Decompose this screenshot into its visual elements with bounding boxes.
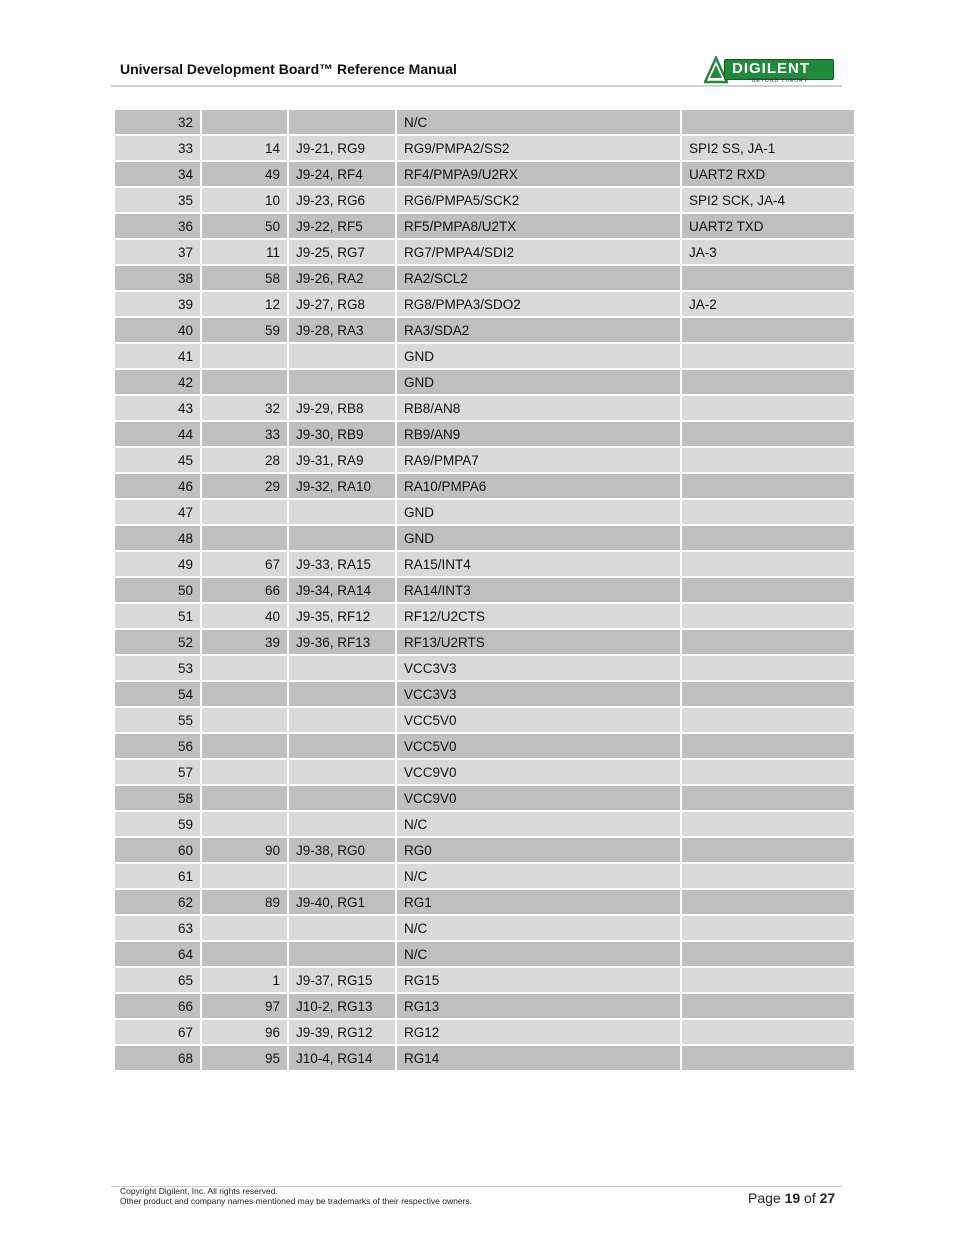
- function-cell: [682, 266, 854, 290]
- header-pin-cell: J9-25, RG7: [289, 240, 395, 264]
- cpu-pin-cell: 40: [202, 604, 287, 628]
- function-cell: [682, 916, 854, 940]
- connector-pin-cell: 50: [115, 578, 200, 602]
- cpu-pin-cell: [202, 344, 287, 368]
- table-row: [115, 370, 854, 394]
- function-cell: [682, 604, 854, 628]
- page-current: 19: [784, 1190, 801, 1206]
- function-cell: [682, 578, 854, 602]
- header-pin-cell: [289, 500, 395, 524]
- cpu-pin-cell: 66: [202, 578, 287, 602]
- connector-pin-cell: 52: [115, 630, 200, 654]
- function-cell: [682, 942, 854, 966]
- function-cell: [682, 682, 854, 706]
- logo-wordmark: DIGILENT: [732, 60, 810, 77]
- function-cell: [682, 1020, 854, 1044]
- header-pin-cell: J9-23, RG6: [289, 188, 395, 212]
- page-number: [748, 1190, 835, 1206]
- header-pin-cell: J9-34, RA14: [289, 578, 395, 602]
- signal-name-cell: RG8/PMPA3/SDO2: [397, 292, 680, 316]
- connector-pin-cell: 57: [115, 760, 200, 784]
- signal-name-cell: RG15: [397, 968, 680, 992]
- connector-pin-cell: 37: [115, 240, 200, 264]
- function-cell: [682, 318, 854, 342]
- header-pin-cell: J9-33, RA15: [289, 552, 395, 576]
- signal-name-cell: RG1: [397, 890, 680, 914]
- signal-name-cell: RF4/PMPA9/U2RX: [397, 162, 680, 186]
- table-row: [115, 188, 854, 212]
- header-pin-cell: J9-21, RG9: [289, 136, 395, 160]
- connector-pin-cell: 35: [115, 188, 200, 212]
- table-row: [115, 968, 854, 992]
- table-row: [115, 864, 854, 888]
- function-cell: [682, 344, 854, 368]
- signal-name-cell: VCC9V0: [397, 786, 680, 810]
- signal-name-cell: RA14/INT3: [397, 578, 680, 602]
- signal-name-cell: RG0: [397, 838, 680, 862]
- table-row: [115, 474, 854, 498]
- signal-name-cell: RF13/U2RTS: [397, 630, 680, 654]
- signal-name-cell: N/C: [397, 110, 680, 134]
- page-total: 27: [819, 1190, 836, 1206]
- cpu-pin-cell: 39: [202, 630, 287, 654]
- signal-name-cell: N/C: [397, 942, 680, 966]
- header-pin-cell: [289, 734, 395, 758]
- signal-name-cell: N/C: [397, 864, 680, 888]
- connector-pin-cell: 66: [115, 994, 200, 1018]
- header-pin-cell: [289, 526, 395, 550]
- function-cell: [682, 500, 854, 524]
- cpu-pin-cell: 14: [202, 136, 287, 160]
- table-row: [115, 708, 854, 732]
- header-pin-cell: [289, 682, 395, 706]
- pin-table-body: [115, 110, 854, 1070]
- function-cell: [682, 448, 854, 472]
- table-row: [115, 1020, 854, 1044]
- connector-pin-cell: 40: [115, 318, 200, 342]
- signal-name-cell: RA3/SDA2: [397, 318, 680, 342]
- document-title: Universal Development Board™ Reference Manual: [120, 61, 457, 77]
- signal-name-cell: RA10/PMPA6: [397, 474, 680, 498]
- table-row: [115, 604, 854, 628]
- header-pin-cell: J9-22, RF5: [289, 214, 395, 238]
- connector-pin-cell: 51: [115, 604, 200, 628]
- cpu-pin-cell: [202, 656, 287, 680]
- function-cell: [682, 760, 854, 784]
- function-cell: [682, 396, 854, 420]
- connector-pin-cell: 46: [115, 474, 200, 498]
- function-cell: SPI2 SCK, JA-4: [682, 188, 854, 212]
- cpu-pin-cell: [202, 526, 287, 550]
- signal-name-cell: VCC5V0: [397, 734, 680, 758]
- connector-pin-cell: 43: [115, 396, 200, 420]
- cpu-pin-cell: [202, 734, 287, 758]
- page-prefix: Page: [748, 1190, 785, 1206]
- signal-name-cell: RG7/PMPA4/SDI2: [397, 240, 680, 264]
- copyright-notice: [120, 1186, 472, 1206]
- header-pin-cell: [289, 942, 395, 966]
- table-row: [115, 552, 854, 576]
- cpu-pin-cell: 33: [202, 422, 287, 446]
- connector-pin-cell: 32: [115, 110, 200, 134]
- signal-name-cell: RF5/PMPA8/U2TX: [397, 214, 680, 238]
- connector-pin-cell: 41: [115, 344, 200, 368]
- table-row: [115, 682, 854, 706]
- connector-pin-cell: 54: [115, 682, 200, 706]
- table-row: [115, 214, 854, 238]
- header-pin-cell: J9-26, RA2: [289, 266, 395, 290]
- header-pin-cell: J9-39, RG12: [289, 1020, 395, 1044]
- function-cell: [682, 968, 854, 992]
- connector-pin-cell: 59: [115, 812, 200, 836]
- connector-pin-cell: 55: [115, 708, 200, 732]
- cpu-pin-cell: 58: [202, 266, 287, 290]
- cpu-pin-cell: 67: [202, 552, 287, 576]
- function-cell: [682, 370, 854, 394]
- connector-pin-cell: 67: [115, 1020, 200, 1044]
- header-pin-cell: [289, 344, 395, 368]
- header-pin-cell: J9-32, RA10: [289, 474, 395, 498]
- signal-name-cell: RG13: [397, 994, 680, 1018]
- header-pin-cell: [289, 916, 395, 940]
- table-row: [115, 916, 854, 940]
- signal-name-cell: RG6/PMPA5/SCK2: [397, 188, 680, 212]
- header-pin-cell: J9-30, RB9: [289, 422, 395, 446]
- function-cell: [682, 708, 854, 732]
- cpu-pin-cell: 50: [202, 214, 287, 238]
- table-row: [115, 942, 854, 966]
- cpu-pin-cell: [202, 708, 287, 732]
- table-row: [115, 760, 854, 784]
- cpu-pin-cell: [202, 942, 287, 966]
- table-row: [115, 318, 854, 342]
- signal-name-cell: GND: [397, 370, 680, 394]
- function-cell: [682, 474, 854, 498]
- table-row: [115, 266, 854, 290]
- connector-pin-cell: 56: [115, 734, 200, 758]
- signal-name-cell: GND: [397, 526, 680, 550]
- header-pin-cell: [289, 656, 395, 680]
- header-pin-cell: J9-38, RG0: [289, 838, 395, 862]
- cpu-pin-cell: [202, 916, 287, 940]
- table-row: [115, 526, 854, 550]
- signal-name-cell: RB9/AN9: [397, 422, 680, 446]
- function-cell: [682, 890, 854, 914]
- signal-name-cell: GND: [397, 344, 680, 368]
- table-row: [115, 1046, 854, 1070]
- connector-pin-cell: 49: [115, 552, 200, 576]
- cpu-pin-cell: 29: [202, 474, 287, 498]
- cpu-pin-cell: 28: [202, 448, 287, 472]
- function-cell: UART2 RXD: [682, 162, 854, 186]
- cpu-pin-cell: 59: [202, 318, 287, 342]
- header-pin-cell: J9-28, RA3: [289, 318, 395, 342]
- connector-pin-cell: 39: [115, 292, 200, 316]
- function-cell: JA-3: [682, 240, 854, 264]
- signal-name-cell: RA2/SCL2: [397, 266, 680, 290]
- table-row: [115, 578, 854, 602]
- header-pin-cell: J9-40, RG1: [289, 890, 395, 914]
- header-pin-cell: [289, 760, 395, 784]
- connector-pin-cell: 53: [115, 656, 200, 680]
- cpu-pin-cell: 97: [202, 994, 287, 1018]
- connector-pin-cell: 60: [115, 838, 200, 862]
- trademark-line: Other product and company names mentioned may be trademarks of their respective owners.: [120, 1196, 472, 1206]
- connector-pin-cell: 62: [115, 890, 200, 914]
- signal-name-cell: VCC3V3: [397, 682, 680, 706]
- signal-name-cell: RF12/U2CTS: [397, 604, 680, 628]
- function-cell: [682, 864, 854, 888]
- signal-name-cell: VCC3V3: [397, 656, 680, 680]
- function-cell: [682, 656, 854, 680]
- header-pin-cell: J9-29, RB8: [289, 396, 395, 420]
- connector-pin-cell: 47: [115, 500, 200, 524]
- connector-pin-cell: 42: [115, 370, 200, 394]
- signal-name-cell: N/C: [397, 916, 680, 940]
- cpu-pin-cell: 32: [202, 396, 287, 420]
- cpu-pin-cell: [202, 682, 287, 706]
- copyright-line: Copyright Digilent, Inc. All rights reserved.: [120, 1186, 278, 1196]
- table-row: [115, 110, 854, 134]
- header-pin-cell: J9-35, RF12: [289, 604, 395, 628]
- signal-name-cell: GND: [397, 500, 680, 524]
- function-cell: [682, 110, 854, 134]
- cpu-pin-cell: [202, 786, 287, 810]
- cpu-pin-cell: [202, 864, 287, 888]
- table-row: [115, 422, 854, 446]
- function-cell: UART2 TXD: [682, 214, 854, 238]
- cpu-pin-cell: 1: [202, 968, 287, 992]
- cpu-pin-cell: 10: [202, 188, 287, 212]
- connector-pin-cell: 34: [115, 162, 200, 186]
- table-row: [115, 734, 854, 758]
- table-row: [115, 162, 854, 186]
- signal-name-cell: RG14: [397, 1046, 680, 1070]
- header-pin-cell: J9-31, RA9: [289, 448, 395, 472]
- table-row: [115, 656, 854, 680]
- function-cell: [682, 526, 854, 550]
- signal-name-cell: RG12: [397, 1020, 680, 1044]
- connector-pin-cell: 44: [115, 422, 200, 446]
- function-cell: [682, 994, 854, 1018]
- signal-name-cell: RA15/INT4: [397, 552, 680, 576]
- table-row: [115, 136, 854, 160]
- header-pin-cell: [289, 370, 395, 394]
- function-cell: [682, 1046, 854, 1070]
- cpu-pin-cell: [202, 370, 287, 394]
- table-row: [115, 786, 854, 810]
- digilent-logo: [704, 56, 834, 86]
- signal-name-cell: VCC9V0: [397, 760, 680, 784]
- function-cell: [682, 630, 854, 654]
- cpu-pin-cell: 95: [202, 1046, 287, 1070]
- connector-pin-cell: 68: [115, 1046, 200, 1070]
- cpu-pin-cell: [202, 500, 287, 524]
- connector-pin-cell: 45: [115, 448, 200, 472]
- cpu-pin-cell: 49: [202, 162, 287, 186]
- signal-name-cell: RG9/PMPA2/SS2: [397, 136, 680, 160]
- table-row: [115, 448, 854, 472]
- header-pin-cell: J10-4, RG14: [289, 1046, 395, 1070]
- table-row: [115, 812, 854, 836]
- table-row: [115, 240, 854, 264]
- function-cell: [682, 812, 854, 836]
- connector-pin-cell: 58: [115, 786, 200, 810]
- cpu-pin-cell: [202, 760, 287, 784]
- connector-pin-cell: 38: [115, 266, 200, 290]
- function-cell: [682, 552, 854, 576]
- connector-pin-cell: 48: [115, 526, 200, 550]
- connector-pin-cell: 63: [115, 916, 200, 940]
- connector-pin-cell: 36: [115, 214, 200, 238]
- header-pin-cell: J9-37, RG15: [289, 968, 395, 992]
- cpu-pin-cell: 12: [202, 292, 287, 316]
- header-pin-cell: [289, 708, 395, 732]
- table-row: [115, 292, 854, 316]
- page-of: of: [800, 1190, 820, 1206]
- table-row: [115, 994, 854, 1018]
- header-pin-cell: [289, 786, 395, 810]
- signal-name-cell: RA9/PMPA7: [397, 448, 680, 472]
- header-pin-cell: J9-36, RF13: [289, 630, 395, 654]
- header-pin-cell: [289, 110, 395, 134]
- table-row: [115, 890, 854, 914]
- pin-table: [113, 108, 856, 1072]
- signal-name-cell: VCC5V0: [397, 708, 680, 732]
- connector-pin-cell: 64: [115, 942, 200, 966]
- cpu-pin-cell: 89: [202, 890, 287, 914]
- cpu-pin-cell: 90: [202, 838, 287, 862]
- table-row: [115, 344, 854, 368]
- cpu-pin-cell: 96: [202, 1020, 287, 1044]
- connector-pin-cell: 61: [115, 864, 200, 888]
- table-row: [115, 500, 854, 524]
- table-row: [115, 838, 854, 862]
- function-cell: [682, 734, 854, 758]
- connector-pin-cell: 65: [115, 968, 200, 992]
- cpu-pin-cell: [202, 812, 287, 836]
- header-pin-cell: J9-24, RF4: [289, 162, 395, 186]
- table-row: [115, 630, 854, 654]
- table-row: [115, 396, 854, 420]
- signal-name-cell: RB8/AN8: [397, 396, 680, 420]
- header-pin-cell: J10-2, RG13: [289, 994, 395, 1018]
- function-cell: [682, 422, 854, 446]
- cpu-pin-cell: [202, 110, 287, 134]
- header-pin-cell: J9-27, RG8: [289, 292, 395, 316]
- cpu-pin-cell: 11: [202, 240, 287, 264]
- signal-name-cell: N/C: [397, 812, 680, 836]
- header-pin-cell: [289, 812, 395, 836]
- header-divider: [111, 85, 842, 87]
- function-cell: [682, 838, 854, 862]
- logo-tagline: BEYOND THEORY: [752, 78, 809, 84]
- function-cell: SPI2 SS, JA-1: [682, 136, 854, 160]
- connector-pin-cell: 33: [115, 136, 200, 160]
- function-cell: [682, 786, 854, 810]
- header-pin-cell: [289, 864, 395, 888]
- function-cell: JA-2: [682, 292, 854, 316]
